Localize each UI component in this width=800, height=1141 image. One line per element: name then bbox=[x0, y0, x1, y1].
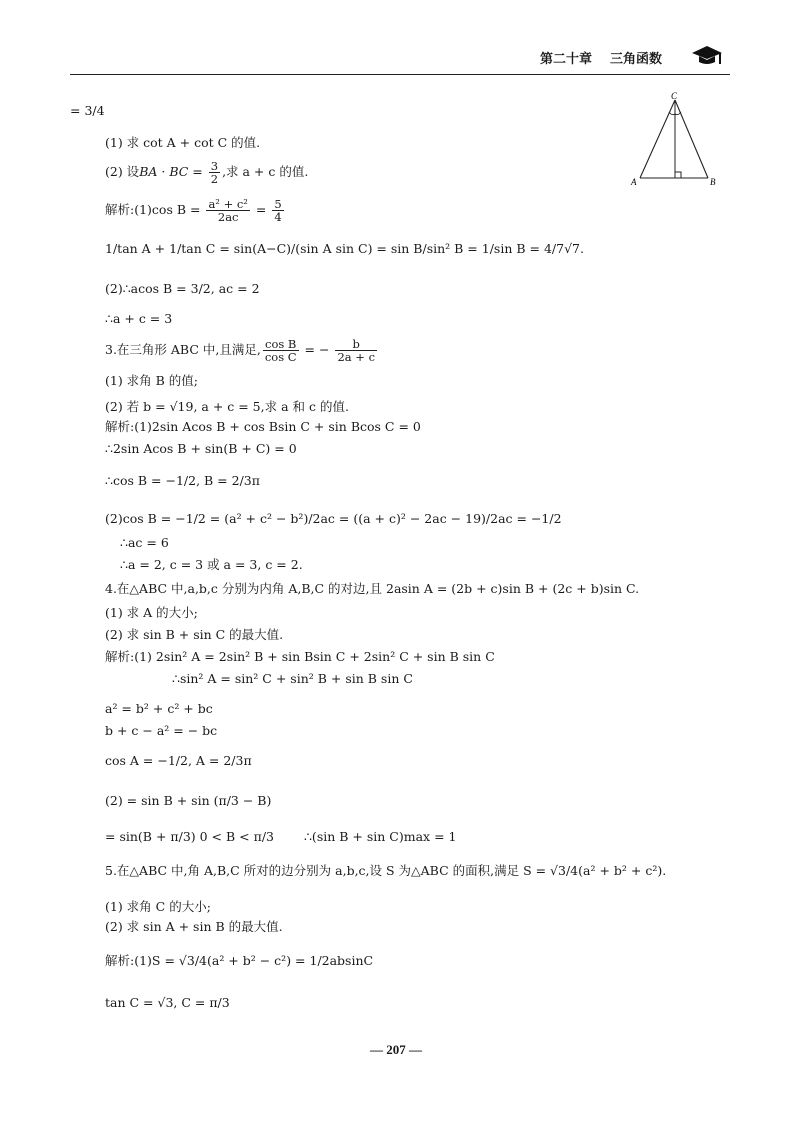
line-25-right: ∴(sin B + sin C)max = 1 bbox=[303, 829, 457, 844]
line-3-prefix: 解析:(1)cos B = bbox=[105, 202, 205, 218]
triangle-diagram bbox=[628, 92, 724, 186]
diagram-label-a: A bbox=[631, 177, 637, 186]
line-30: tan C = √3, C = π/3 bbox=[105, 995, 230, 1010]
line-16: 4.在△ABC 中,a,b,c 分别为内角 A,B,C 的对边,且 2asin A = (2b + c)sin B + (2c + b)sin C. bbox=[105, 581, 640, 596]
line-21: a² = b² + c² + bc bbox=[105, 701, 213, 716]
line-5: (2)∴acos B = 3/2, ac = 2 bbox=[105, 281, 260, 296]
line-25 bbox=[105, 828, 456, 846]
line-25-left: = sin(B + π/3) 0 < B < π/3 bbox=[105, 829, 274, 844]
line-24: (2) = sin B + sin (π/3 − B) bbox=[105, 793, 272, 808]
line-18: (2) 求 sin B + sin C 的最大值. bbox=[105, 627, 284, 642]
line-17: (1) 求 A 的大小; bbox=[105, 605, 198, 620]
line-11: ∴2sin Acos B + sin(B + C) = 0 bbox=[105, 441, 297, 456]
line-10: 解析:(1)2sin Acos B + cos Bsin C + sin Bcos C = 0 bbox=[105, 419, 421, 434]
line-2 bbox=[105, 160, 308, 185]
line-8: (1) 求角 B 的值; bbox=[105, 373, 199, 388]
header-rule bbox=[70, 74, 730, 75]
line-3 bbox=[105, 198, 286, 223]
line-26: 5.在△ABC 中,角 A,B,C 所对的边分别为 a,b,c,设 S 为△ABC 的面积,满足 S = √3/4(a² + b² + c²). bbox=[105, 863, 667, 878]
line-19: 解析:(1) 2sin² A = 2sin² B + sin Bsin C + 2sin² C + sin B sin C bbox=[105, 649, 495, 664]
line-4: 1/tan A + 1/tan C = sin(A−C)/(sin A sin C) = sin B/sin² B = 1/sin B = 4/7√7. bbox=[105, 241, 584, 256]
line-14: ∴ac = 6 bbox=[120, 535, 169, 550]
line-1: (1) 求 cot A + cot C 的值. bbox=[105, 135, 261, 150]
line-2-vectors: BA · BC = bbox=[139, 164, 207, 180]
line-23: cos A = −1/2, A = 2/3π bbox=[105, 753, 252, 768]
fraction-cos-formula: $\frac{\text{a² + c²}}{2ac}$ bbox=[208, 197, 248, 225]
line-3-eq: = bbox=[251, 202, 271, 218]
fraction-b-2a-c: $\frac{b}{2a + c}$ bbox=[337, 337, 376, 365]
line-7: 3.在三角形 ABC 中,且满足, $\frac{\text{cos B}}{\text{cos C}}$ = − $\frac{b}{2a + c}$ bbox=[105, 337, 376, 365]
line-29: 解析:(1)S = √3/4(a² + b² − c²) = 1/2absinC bbox=[105, 953, 374, 968]
line-20: ∴sin² A = sin² C + sin² B + sin B sin C bbox=[172, 671, 413, 686]
diagram-label-b: B bbox=[710, 177, 716, 186]
line-12: ∴cos B = −1/2, B = 2/3π bbox=[105, 473, 260, 488]
line-2-prefix: (2) 设 bbox=[105, 164, 140, 180]
line-6: ∴a + c = 3 bbox=[105, 311, 173, 326]
line-2-suffix: ,求 a + c 的值. bbox=[222, 164, 309, 180]
page-number: — 207 — bbox=[370, 1042, 422, 1057]
line-27: (1) 求角 C 的大小; bbox=[105, 899, 211, 914]
line-9: (2) 若 b = √19, a + c = 5,求 a 和 c 的值. bbox=[105, 399, 349, 414]
line-28: (2) 求 sin A + sin B 的最大值. bbox=[105, 919, 283, 934]
running-header bbox=[540, 48, 662, 67]
line-15: ∴a = 2, c = 3 或 a = 3, c = 2. bbox=[120, 557, 303, 572]
diagram-label-c: C bbox=[671, 92, 678, 101]
line-13: (2)cos B = −1/2 = (a² + c² − b²)/2ac = ((a + c)² − 2ac − 19)/2ac = −1/2 bbox=[105, 511, 562, 526]
fraction-cosB-cosC: $\frac{\text{cos B}}{\text{cos C}}$ bbox=[264, 337, 297, 365]
chapter-label: 第二十章 bbox=[540, 52, 593, 67]
graduation-cap-icon bbox=[690, 44, 724, 68]
problem-3-stem: 3.在三角形 ABC 中,且满足, bbox=[105, 342, 261, 358]
fraction-5-4: $\frac{5}{4}$ bbox=[274, 197, 282, 225]
fraction-3-2: $\frac{3}{2}$ bbox=[210, 159, 219, 187]
chapter-title: 三角函数 bbox=[610, 52, 663, 67]
line-0: = 3/4 bbox=[70, 103, 105, 118]
line-22: b + c − a² = − bc bbox=[105, 723, 218, 738]
